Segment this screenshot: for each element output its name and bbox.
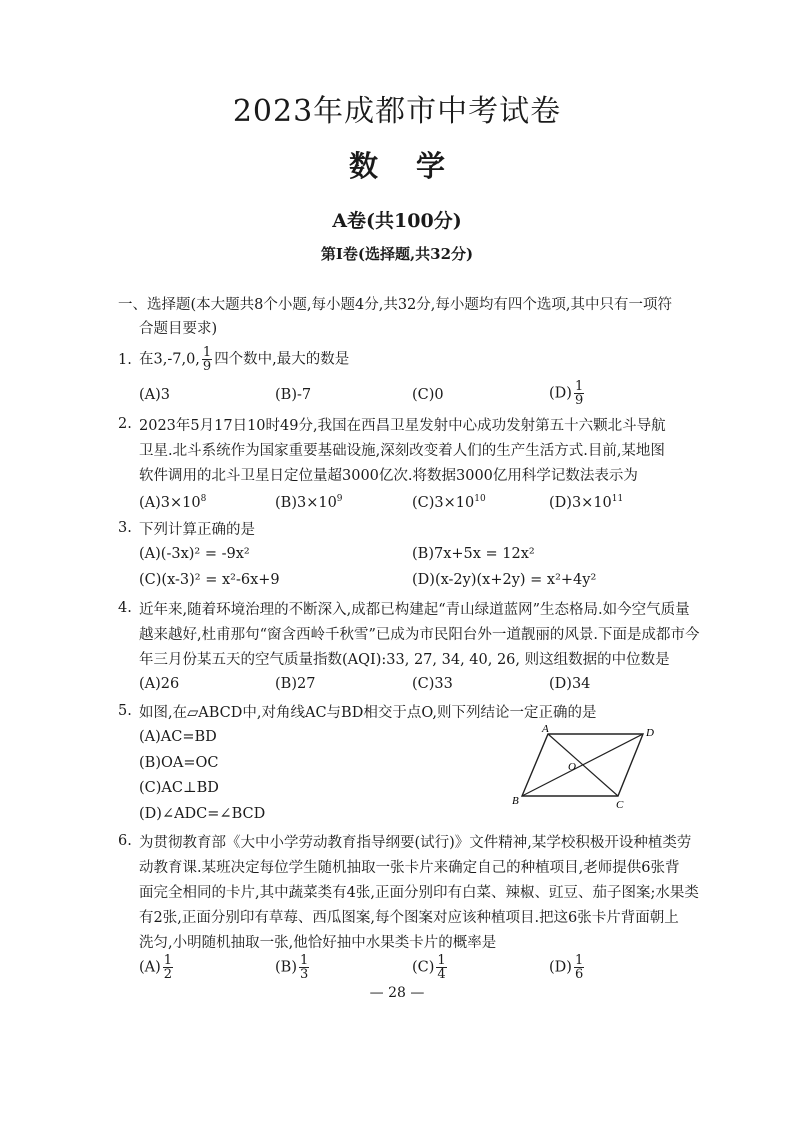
option-label: (C) xyxy=(412,959,435,976)
vertex-label-b: B xyxy=(512,795,519,807)
page-number: — 28 — xyxy=(369,985,425,1001)
option-d: (D)34 xyxy=(549,676,591,692)
option-b: (B)27 xyxy=(275,676,316,692)
option-b: (B)OA=OC xyxy=(139,755,219,771)
option-c: (C)(x-3)² = x²-6x+9 xyxy=(139,572,280,588)
fraction-denominator: 9 xyxy=(574,393,584,408)
option-a: (A)(-3x)² = -9x² xyxy=(139,546,250,562)
option-c xyxy=(412,954,449,981)
option-b xyxy=(275,494,343,511)
option-text: (D)3×10 xyxy=(549,494,612,511)
option-d: (D)∠ADC=∠BCD xyxy=(139,806,266,822)
fraction-numerator: 1 xyxy=(299,953,309,968)
exponent: 10 xyxy=(474,494,486,504)
fraction-denominator: 2 xyxy=(163,967,173,982)
fraction xyxy=(163,954,173,981)
question-stem-line2: 卫星.北斗系统作为国家重要基础设施,深刻改变着人们的生产生活方式.目前,某地图 xyxy=(139,443,665,459)
vertex-label-c: C xyxy=(616,799,624,810)
question-stem-line4: 有2张,正面分别印有草莓、西瓜图案,每个图案对应该种植项目.把这6张卡片背面朝上 xyxy=(139,910,679,926)
diagonal-bd xyxy=(522,734,643,796)
option-a: (A)26 xyxy=(139,676,180,692)
question-stem-line5: 洗匀,小明随机抽取一张,他恰好抽中水果类卡片的概率是 xyxy=(139,935,497,951)
option-label: (A) xyxy=(139,959,161,976)
option-d: (D)(x-2y)(x+2y) = x²+4y² xyxy=(412,572,597,588)
exponent: 11 xyxy=(611,494,624,504)
option-b: (B)7x+5x = 12x² xyxy=(412,546,535,562)
fraction-numerator: 1 xyxy=(574,953,584,968)
question-stem: 下列计算正确的是 xyxy=(139,522,255,538)
exam-title: 2023年成都市中考试卷 xyxy=(232,94,562,129)
fraction-numerator: 1 xyxy=(574,379,584,394)
stem-text: 四个数中,最大的数是 xyxy=(214,351,350,368)
question-stem-line3: 年三月份某五天的空气质量指数(AQI):33, 27, 34, 40, 26, 则这组数据的中位数是 xyxy=(139,652,670,668)
option-a: (A)3 xyxy=(139,387,171,403)
option-label: (D) xyxy=(549,959,572,976)
fraction xyxy=(436,954,446,981)
section-instructions-line1: 一、选择题(本大题共8个小题,每小题4分,共32分,每小题均有四个选项,其中只有一项符 xyxy=(118,297,672,313)
option-c: (C)0 xyxy=(412,387,444,403)
fraction-denominator: 6 xyxy=(574,967,584,982)
question-number: 5. xyxy=(118,703,132,719)
exponent: 9 xyxy=(336,494,343,504)
option-label: (B) xyxy=(275,959,297,976)
option-text: (A)3×10 xyxy=(139,494,201,511)
volume-1-heading: 第Ⅰ卷(选择题,共32分) xyxy=(320,245,474,263)
option-b xyxy=(275,954,311,981)
stem-text: 在3,-7,0, xyxy=(139,351,200,368)
option-c xyxy=(412,494,486,511)
question-number: 4. xyxy=(118,600,132,616)
question-number: 6. xyxy=(118,833,132,849)
question-number: 2. xyxy=(118,416,132,432)
option-d xyxy=(549,954,586,981)
question-stem-line1: 2023年5月17日10时49分,我国在西昌卫星发射中心成功发射第五十六颗北斗导航 xyxy=(139,418,666,434)
fraction xyxy=(299,954,309,981)
center-label-o: O xyxy=(568,761,576,773)
option-a: (A)AC=BD xyxy=(139,729,217,745)
question-stem-line3: 面完全相同的卡片,其中蔬菜类有4张,正面分别印有白菜、辣椒、豇豆、茄子图案;水果类 xyxy=(139,885,699,901)
option-b: (B)-7 xyxy=(275,387,312,403)
option-a xyxy=(139,954,175,981)
exponent: 8 xyxy=(200,494,207,504)
question-stem xyxy=(139,346,349,373)
question-number: 3. xyxy=(118,520,132,536)
question-stem-line3: 软件调用的北斗卫星日定位量超3000亿次.将数据3000亿用科学记数法表示为 xyxy=(139,468,638,484)
fraction xyxy=(202,346,212,373)
option-c: (C)33 xyxy=(412,676,453,692)
question-number: 1. xyxy=(118,352,132,368)
option-d xyxy=(549,494,623,511)
option-c: (C)AC⊥BD xyxy=(139,780,219,796)
vertex-label-d: D xyxy=(646,727,654,739)
question-stem-line2: 越来越好,杜甫那句“窗含西岭千秋雪”已成为市民阳台外一道靓丽的风景.下面是成都市今 xyxy=(139,627,700,643)
option-text: (C)3×10 xyxy=(412,494,475,511)
fraction-denominator: 9 xyxy=(202,359,212,374)
vertex-label-a: A xyxy=(542,723,549,735)
fraction-numerator: 1 xyxy=(202,345,212,360)
fraction-numerator: 1 xyxy=(163,953,173,968)
option-label: (D) xyxy=(549,385,572,402)
question-stem: 如图,在▱ABCD中,对角线AC与BD相交于点O,则下列结论一定正确的是 xyxy=(139,705,597,721)
subject-title: 数学 xyxy=(348,149,483,183)
fraction-numerator: 1 xyxy=(437,953,446,968)
parallelogram-figure xyxy=(508,722,668,810)
section-instructions-line2: 合题目要求) xyxy=(139,321,218,337)
fraction-denominator: 4 xyxy=(437,967,446,982)
option-text: (B)3×10 xyxy=(275,494,337,511)
fraction xyxy=(574,380,584,407)
question-stem-line1: 近年来,随着环境治理的不断深入,成都已构建起“青山绿道蓝网”生态格局.如今空气质量 xyxy=(139,602,690,618)
volume-a-heading: A卷(共100分) xyxy=(332,210,462,232)
option-d xyxy=(549,380,586,407)
question-stem-line2: 动教育课.某班决定每位学生随机抽取一张卡片来确定自己的种植项目,老师提供6张背 xyxy=(139,860,680,876)
fraction-denominator: 3 xyxy=(299,967,309,982)
option-a xyxy=(139,494,206,511)
question-stem-line1: 为贯彻教育部《大中小学劳动教育指导纲要(试行)》文件精神,某学校积极开设种植类劳 xyxy=(139,835,692,851)
fraction xyxy=(574,954,584,981)
